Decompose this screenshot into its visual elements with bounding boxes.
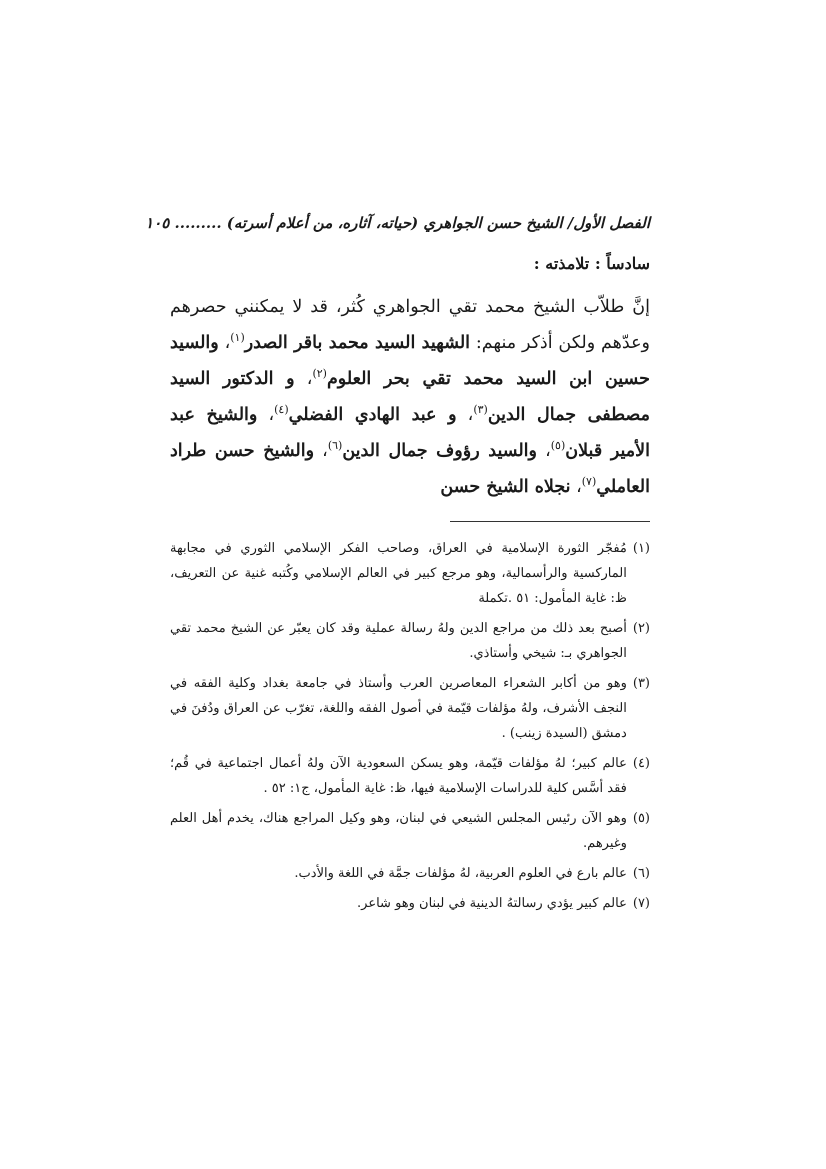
running-header (145, 214, 650, 240)
footnote-ref: (٢) (312, 367, 327, 381)
chapter-title: الفصل الأول/ الشيخ حسن الجواهري (حياته، آثاره، من أعلام أسرته) (226, 214, 650, 232)
footnote-text: عالم كبير يؤدي رسالتهُ الدينية في لبنان وهو شاعر. (357, 896, 627, 911)
footnote-ref: (٣) (473, 403, 488, 417)
separator: ، (537, 441, 551, 461)
footnote-item (170, 861, 650, 886)
footnote-ref: (١) (230, 331, 245, 345)
footnote-item (170, 806, 650, 856)
section-heading: سادساً : تلامذته : (533, 254, 650, 273)
separator: ، (456, 405, 474, 425)
student-name: و الدكتور السيد مصطفى جمال الدين (170, 369, 650, 425)
separator: ، (257, 405, 275, 425)
footnote-ref: (٤) (274, 403, 289, 417)
footnotes (170, 536, 650, 916)
body-text: إنَّ طلاّب الشيخ محمد تقي الجواهري كُثر، قد لا يمكنني حصرهم وعدّهم ولكن أذكر منهم: (170, 297, 650, 353)
footnote-number: (٥) (632, 811, 650, 826)
footnote-text: عالم كبير؛ لهُ مؤلفات قيّمة، وهو يسكن السعودية الآن ولهُ أعمال اجتماعية في قُم؛ فقد أسَّس كلية للدراسات الإسلامية فيها، ظ: غاية المأمول، ج١: ٥٢ . (170, 756, 627, 796)
separator: ، (294, 369, 313, 389)
footnote-separator (450, 521, 650, 522)
student-name: والشيخ حسن طراد العاملي (170, 441, 650, 497)
student-name: و عبد الهادي الفضلي (288, 405, 457, 425)
page-number: ١٠٥ (145, 214, 170, 232)
separator: ، (570, 477, 582, 497)
footnote-number: (٤) (632, 756, 650, 771)
footnote-number: (٣) (632, 676, 650, 691)
separator: ، (314, 441, 328, 461)
student-name: والشيخ عبد الأمير قبلان (170, 405, 650, 461)
header-dots: ......... (174, 214, 222, 232)
footnote-ref: (٦) (327, 439, 343, 453)
footnote-ref: (٧) (581, 475, 597, 489)
footnote-ref: (٥) (550, 439, 566, 453)
student-name: الشهيد السيد محمد باقر الصدر (244, 333, 471, 353)
footnote-text: مُفجّر الثورة الإسلامية في العراق، وصاحب الفكر الإسلامي الثوري في مجابهة الماركسية والرأسمالية، وهو مرجع كبير في العالم الإسلامي وكُتبه غنية عن التعريف، ظ: غاية المأمول: ٥١ .تكملة (170, 541, 627, 606)
footnote-number: (٢) (632, 621, 650, 636)
footnote-text: وهو الآن رئيس المجلس الشيعي في لبنان، وهو وكيل المراجع هناك، يخدم أهل العلم وغيرهم. (170, 811, 627, 851)
footnote-text: عالم بارع في العلوم العربية، لهُ مؤلفات جمَّة في اللغة والأدب. (294, 866, 627, 881)
body-paragraph (170, 289, 650, 505)
footnote-item (170, 671, 650, 746)
footnote-item (170, 616, 650, 666)
footnote-text: أصبح بعد ذلك من مراجع الدين ولهُ رسالة عملية وقد كان يعبّر عن الشيخ محمد تقي الجواهري بـ: شيخي وأستاذي. (170, 621, 627, 661)
footnote-number: (٦) (632, 866, 650, 881)
footnote-item (170, 536, 650, 611)
footnote-item (170, 891, 650, 916)
book-page (145, 200, 650, 921)
student-name: والسيد حسين ابن السيد محمد تقي بحر العلوم (170, 333, 650, 389)
student-name: نجلاه الشيخ حسن (440, 477, 571, 497)
footnote-text: وهو من أكابر الشعراء المعاصرين العرب وأستاذ في جامعة بغداد وكلية الفقه في النجف الأشرف، ولهُ مؤلفات قيّمة في أصول الفقه واللغة، تغرّب عن العراق ودُفنَ في دمشق (السيدة زينب) . (170, 676, 627, 741)
footnote-item (170, 751, 650, 801)
separator: ، (218, 333, 231, 353)
student-name: والسيد رؤوف جمال الدين (342, 441, 537, 461)
footnote-number: (٧) (632, 896, 650, 911)
footnote-number: (١) (632, 541, 650, 556)
